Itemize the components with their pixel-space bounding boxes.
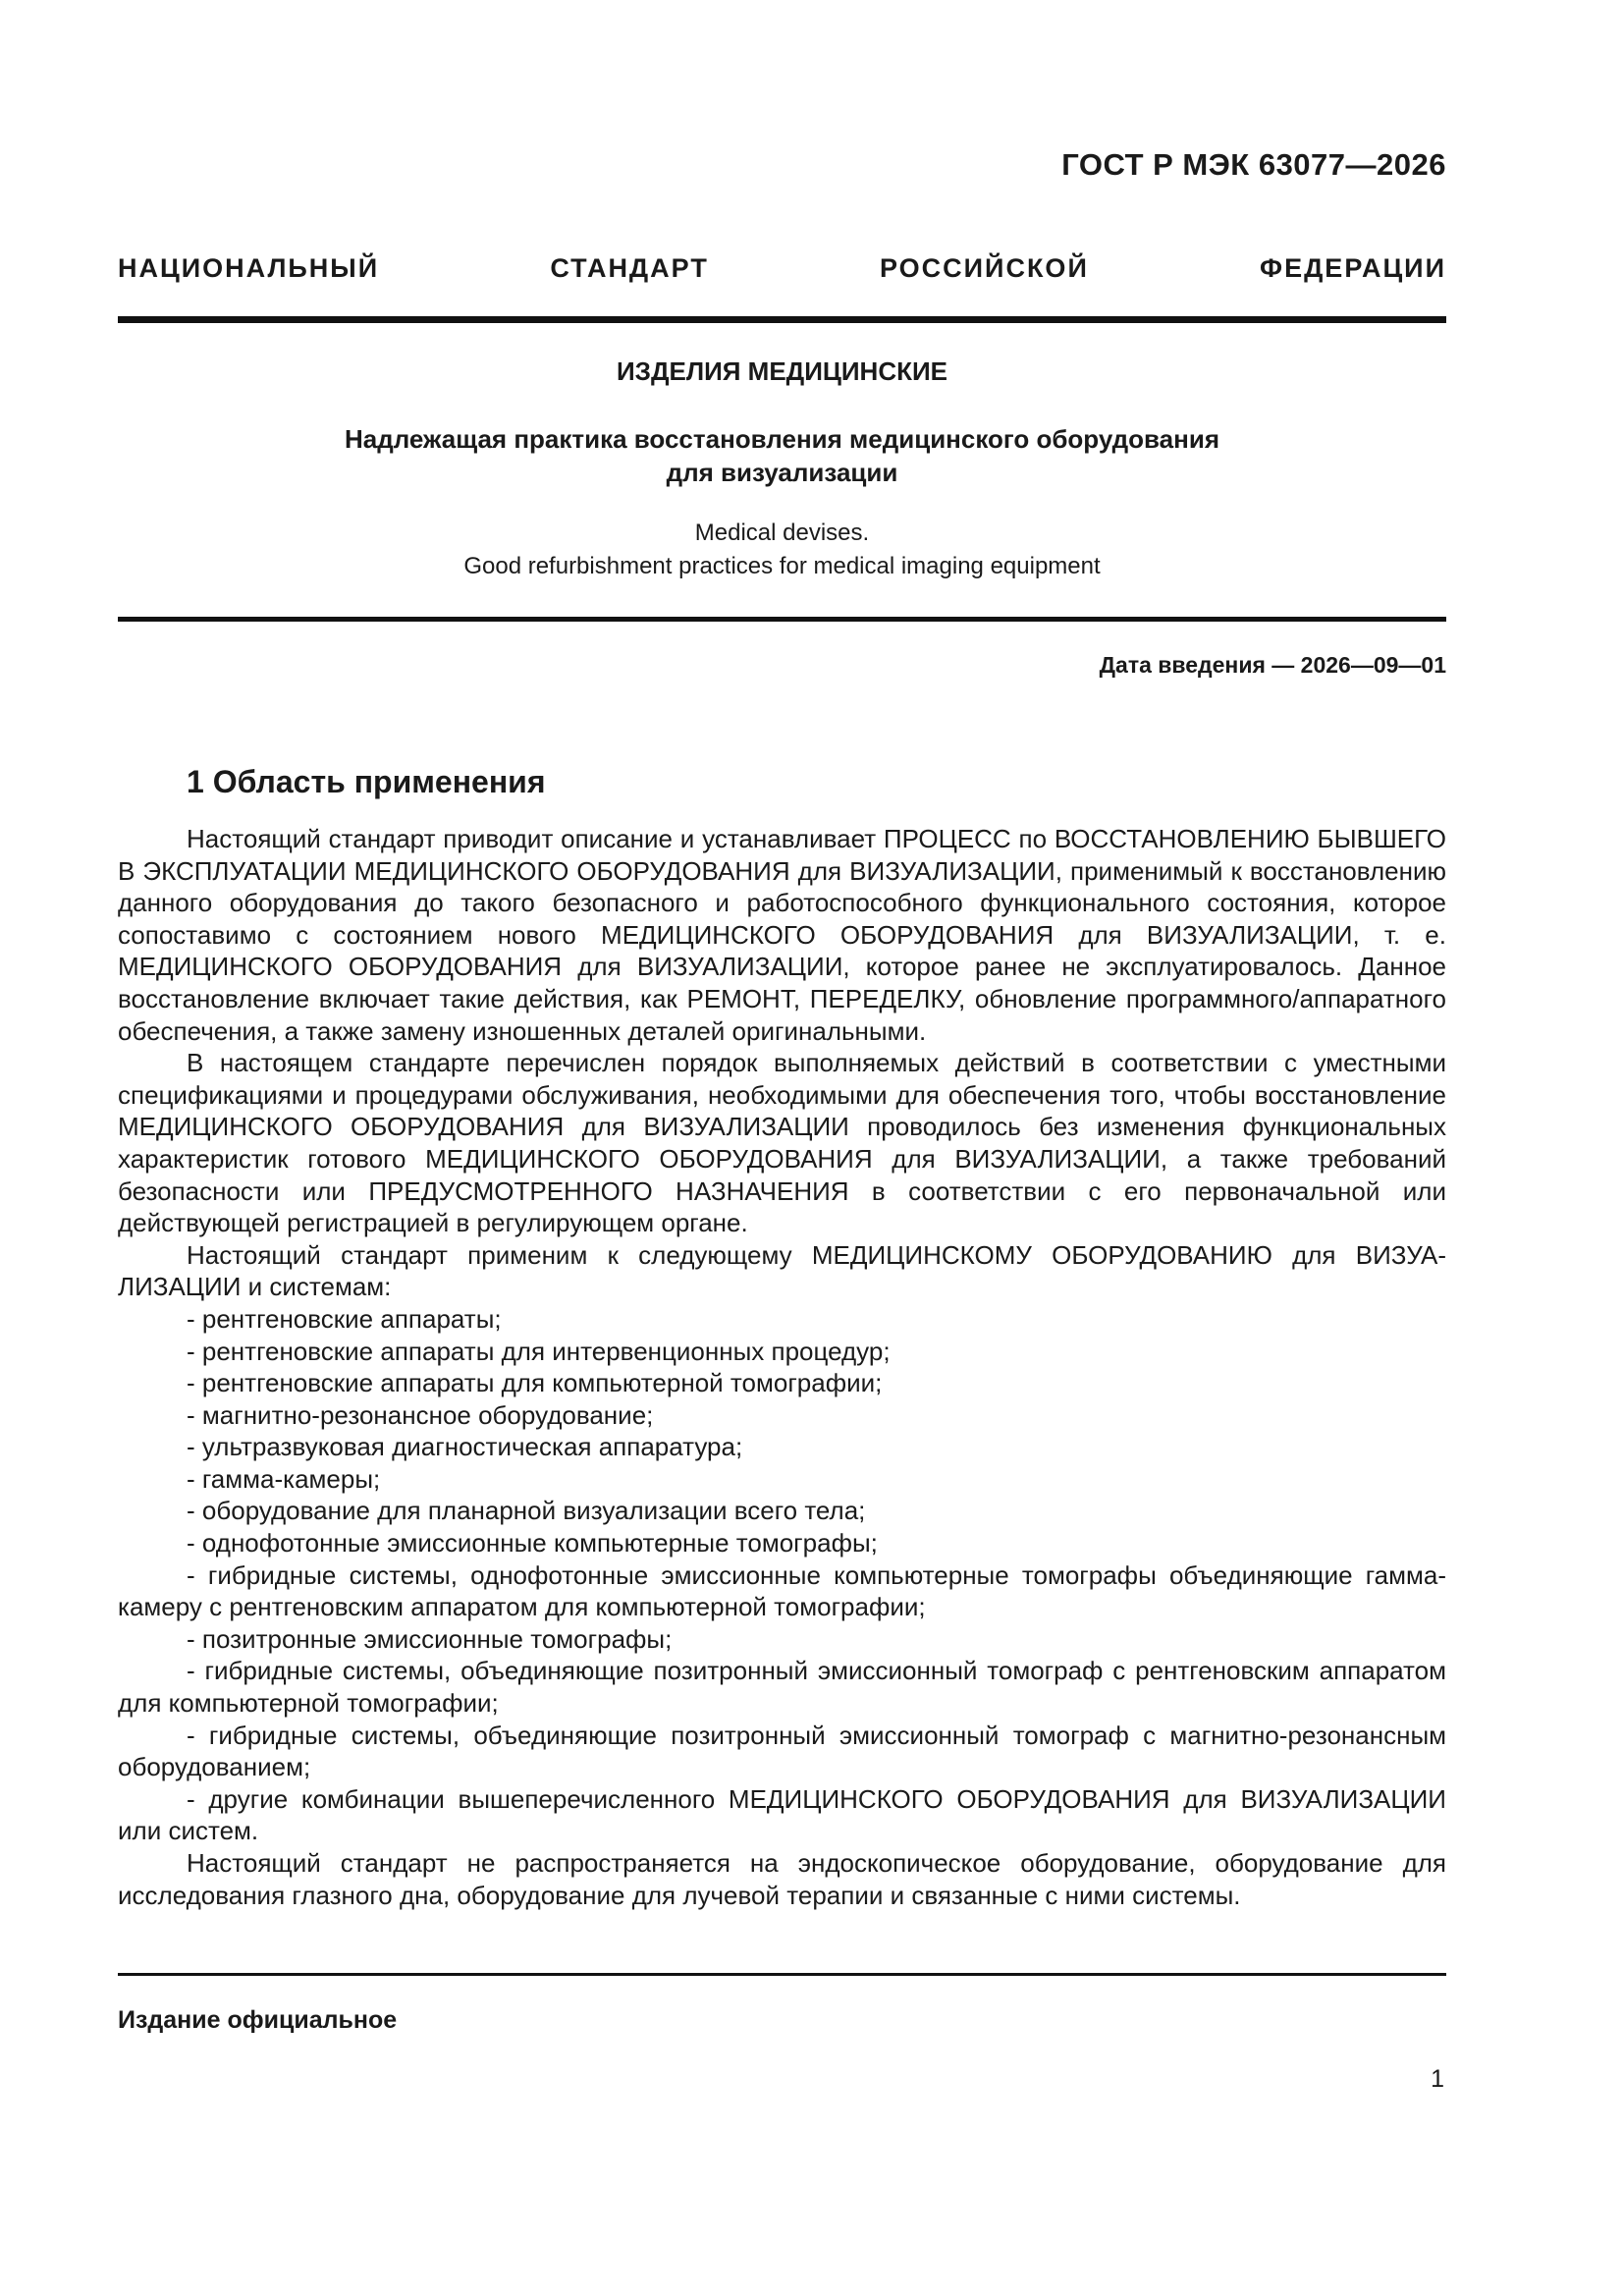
list-item: - рентгеновские аппараты для интервенционных процедур; [187,1336,891,1366]
list-item: - рентгеновские аппараты; [187,1303,502,1334]
list-item: - однофотонные эмиссионные компьютерные томографы; [187,1528,878,1558]
paragraph: Настоящий стандарт приводит описание и устанавливает ПРОЦЕСС по ВОССТАНОВЛЕНИЮ БЫВШЕГО В ЭКСПЛУАТАЦИИ МЕДИЦИНСКОГО ОБОРУДОВАНИЯ для ВИЗУАЛИЗАЦИИ, применимый к восстановлению данного оборудования до такого безопасного и работоспособного функционального состояния, которое сопоставимо с состоянием нового МЕДИЦИНСКОГО ОБОРУДОВАНИЯ для ВИЗУАЛИЗАЦИИ, т. е. МЕДИЦИНСКОГО ОБОРУДОВАНИЯ для ВИЗУАЛИЗАЦИИ, которое ранее не эксплуатировалось. Данное восстановление включает такие действия, как РЕМОНТ, ПЕРЕДЕЛКУ, обновление программного/аппаратного обеспечения, а также замену изношенных деталей оригинальными. [118,824,1446,1046]
list-item: - гибридные системы, однофотонные эмиссионные компьютерные томографы объединяющие гамма-камеру с рентгеновским аппаратом для компьютерной томографии; [118,1559,1446,1622]
effective-date: Дата введения — 2026—09—01 [1099,652,1446,678]
english-title-line: Medical devises. [694,519,870,546]
paragraph: Настоящий стандарт применим к следующему МЕДИЦИНСКОМУ ОБОРУДОВАНИЮ для ВИЗУАЛИЗАЦИИ и системам: [118,1239,1446,1302]
list-item: - ультразвуковая диагностическая аппаратура; [187,1432,743,1462]
page-number: 1 [1431,2065,1444,2093]
title-divider [118,617,1446,622]
list-item: - гибридные системы, объединяющие позитронный эмиссионный томограф с магнитно-резонансным оборудованием; [118,1720,1446,1782]
list-item: - гибридные системы, объединяющие позитронный эмиссионный томограф с рентгеновским аппаратом для компьютерной томографии; [118,1656,1446,1719]
english-title-line: Good refurbishment practices for medical imaging equipment [463,553,1101,579]
footer-divider [118,1973,1446,1976]
document-subtitle [118,422,1446,489]
section-body [118,823,1446,1911]
subtitle-line: Надлежащая практика восстановления медицинского оборудования [344,424,1220,454]
list-item: - другие комбинации вышеперечисленного МЕДИЦИНСКОГО ОБОРУДОВАНИЯ для ВИЗУАЛИЗАЦИИ или систем. [118,1783,1446,1846]
list-item: - рентгеновские аппараты для компьютерной томографии; [187,1368,883,1398]
paragraph: В настоящем стандарте перечислен порядок выполняемых действий в соответствии с уместными спецификациями и процедурами обслуживания, необходимыми для обеспечения того, чтобы восстановление МЕДИЦИНСКОГО ОБОРУДОВАНИЯ для ВИЗУАЛИЗАЦИИ проводилось без изменения функциональных характеристик готового МЕДИЦИНСКОГО ОБОРУДОВАНИЯ для ВИЗУАЛИЗАЦИИ, а также требований безопасности или ПРЕДУСМОТРЕННОГО НАЗНАЧЕНИЯ в соответствии с его первоначальной или действующей регистрацией в регулирующем органе. [118,1048,1446,1238]
official-edition-label: Издание официальное [118,2006,398,2034]
section-heading: 1 Область применения [187,764,546,799]
list-item: - оборудование для планарной визуализации всего тела; [187,1496,866,1526]
subtitle-line: для визуализации [666,458,898,487]
document-title: ИЗДЕЛИЯ МЕДИЦИНСКИЕ [616,356,948,386]
paragraph: Настоящий стандарт не распространяется на эндоскопическое оборудование, оборудование для исследования глазного дна, оборудование для лучевой терапии и связанные с ними системы. [118,1848,1446,1910]
list-item: - гамма-камеры; [187,1463,381,1494]
national-standard-banner: НАЦИОНАЛЬНЫЙ СТАНДАРТ РОССИЙСКОЙ ФЕДЕРАЦИИ [118,253,1446,283]
list-item: - магнитно-резонансное оборудование; [187,1399,654,1430]
english-title [118,517,1446,583]
document-code: ГОСТ Р МЭК 63077—2026 [1061,147,1446,182]
list-item: - позитронные эмиссионные томографы; [187,1623,673,1654]
header-divider [118,316,1446,323]
